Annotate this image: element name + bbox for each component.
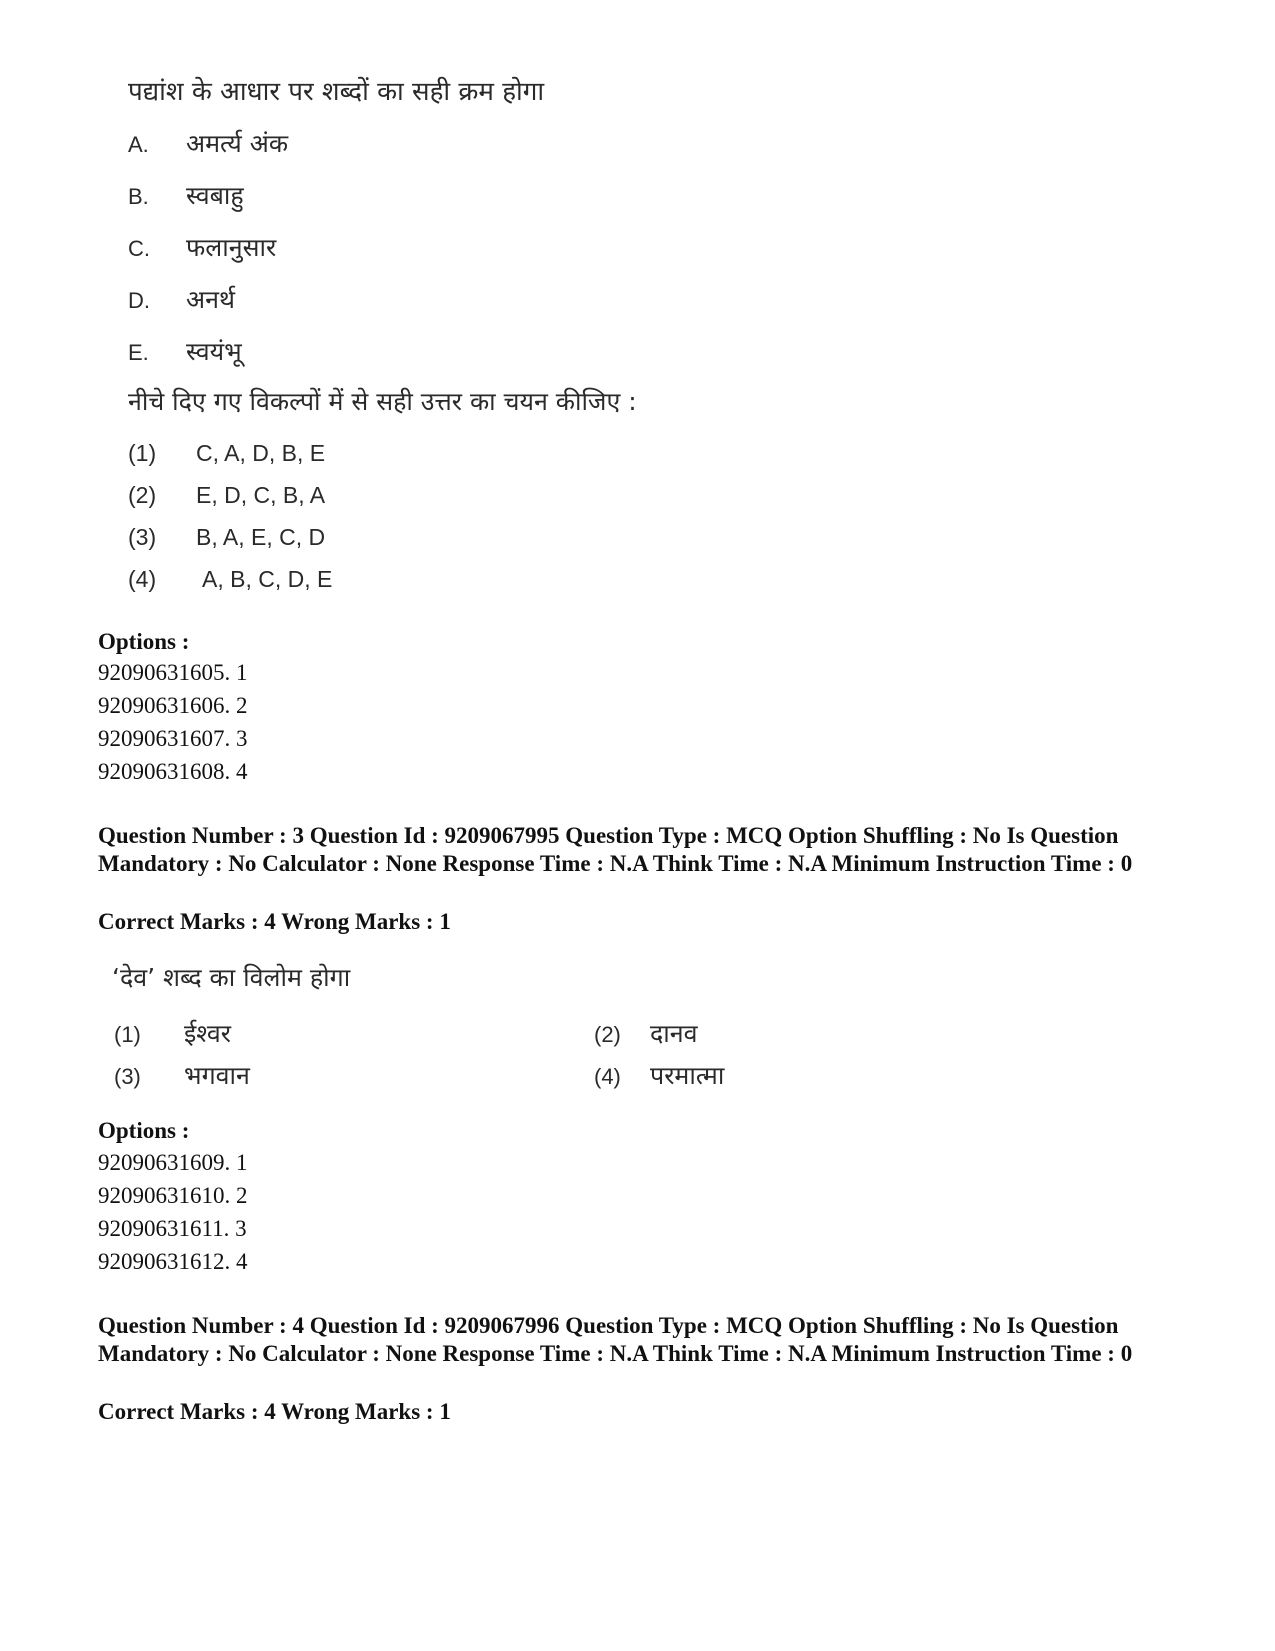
choice-text: B, A, E, C, D	[196, 524, 326, 550]
q3-meta: Question Number : 3 Question Id : 9209067995 Question Type : MCQ Option Shuffling : No Is Question Mandatory : No Calculator : None Response Time : N.A Think Time : N.A Minimum Instruction Time : 0	[98, 823, 1133, 876]
choice-number: (2)	[128, 482, 157, 508]
q2-item-d	[128, 282, 235, 316]
choice-number: (1)	[114, 1022, 141, 1047]
q3-option-2: 92090631610. 2	[98, 1183, 248, 1208]
choice-number: (1)	[128, 440, 157, 466]
q2-option-2: 92090631606. 2	[98, 693, 248, 718]
item-text: स्वयंभू	[186, 337, 242, 366]
item-letter: A.	[128, 132, 149, 157]
q2-option-3: 92090631607. 3	[98, 726, 248, 751]
item-text: स्वबाहु	[186, 181, 244, 210]
item-letter: E.	[128, 340, 149, 365]
q3-choice-2	[594, 1016, 698, 1050]
q3-prompt: ‘देव’ शब्द का विलोम होगा	[112, 963, 351, 992]
item-text: अमर्त्य अंक	[186, 129, 289, 158]
q2-item-a	[128, 126, 288, 160]
q2-item-b	[128, 178, 244, 212]
choice-number: (4)	[128, 566, 157, 592]
choice-text: भगवान	[184, 1061, 250, 1090]
q3-choice-3	[114, 1058, 250, 1092]
choice-number: (2)	[594, 1022, 621, 1047]
item-text: अनर्थ	[186, 285, 235, 314]
q3-choice-4	[594, 1058, 724, 1092]
q3-marks: Correct Marks : 4 Wrong Marks : 1	[98, 909, 451, 934]
q2-options-label: Options :	[98, 629, 190, 654]
item-letter: C.	[128, 236, 150, 261]
q4-marks: Correct Marks : 4 Wrong Marks : 1	[98, 1399, 451, 1424]
q3-option-1: 92090631609. 1	[98, 1150, 248, 1175]
choice-number: (3)	[128, 524, 157, 550]
q2-choice-1	[128, 440, 325, 467]
choice-text: दानव	[650, 1019, 698, 1048]
q2-item-e	[128, 334, 242, 368]
q2-item-c	[128, 230, 276, 264]
choice-text: ईश्वर	[184, 1019, 232, 1048]
q3-option-4: 92090631612. 4	[98, 1249, 248, 1274]
choice-text: A, B, C, D, E	[202, 566, 333, 592]
q3-choice-1	[114, 1016, 231, 1050]
q2-instruction: नीचे दिए गए विकल्पों में से सही उत्तर का चयन कीजिए :	[128, 387, 637, 416]
choice-number: (4)	[594, 1064, 621, 1089]
q2-choice-4	[128, 566, 332, 593]
item-letter: B.	[128, 184, 149, 209]
q3-option-3: 92090631611. 3	[98, 1216, 247, 1241]
q4-meta: Question Number : 4 Question Id : 9209067996 Question Type : MCQ Option Shuffling : No Is Question Mandatory : No Calculator : None Response Time : N.A Think Time : N.A Minimum Instruction Time : 0	[98, 1313, 1133, 1366]
choice-number: (3)	[114, 1064, 141, 1089]
q3-options-label: Options :	[98, 1118, 190, 1143]
q2-option-1: 92090631605. 1	[98, 660, 248, 685]
item-letter: D.	[128, 288, 150, 313]
q2-choice-3	[128, 524, 325, 551]
choice-text: C, A, D, B, E	[196, 440, 326, 466]
q2-option-4: 92090631608. 4	[98, 759, 248, 784]
q2-prompt: पद्यांश के आधार पर शब्दों का सही क्रम होगा	[128, 77, 545, 107]
item-text: फलानुसार	[186, 233, 277, 262]
q2-choice-2	[128, 482, 325, 509]
choice-text: E, D, C, B, A	[196, 482, 326, 508]
choice-text: परमात्मा	[650, 1061, 725, 1090]
